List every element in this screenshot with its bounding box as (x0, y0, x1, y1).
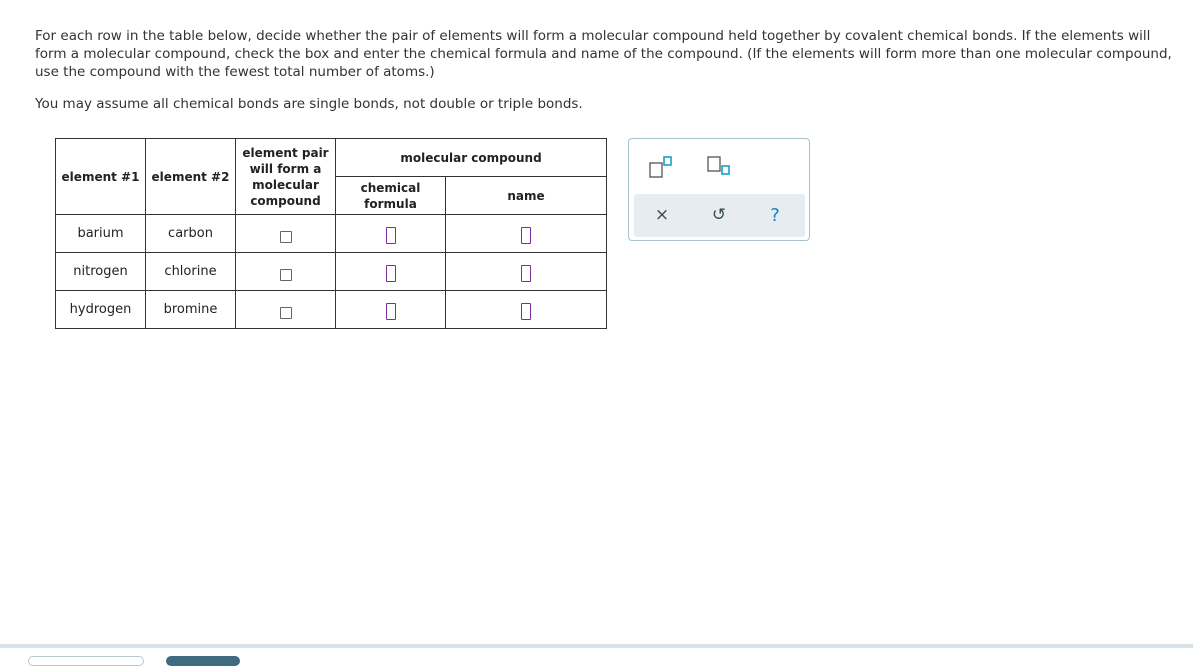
name-input[interactable] (521, 303, 531, 320)
instructions-paragraph-2: You may assume all chemical bonds are single bonds, not double or triple bonds. (35, 96, 583, 112)
element-2-cell: carbon (146, 215, 236, 253)
instructions-paragraph-1: For each row in the table below, decide whether the pair of elements will form a molecular compound held together by covalent chemical bonds. If the elements will form a molecular compound, check the box and enter the chemical formula and name of the compound. (If the elements will form more than one molecular compound, use the compound with the fewest total number of atoms.) (35, 28, 1172, 80)
undo-icon[interactable]: ↺ (711, 205, 727, 225)
form-compound-checkbox[interactable] (280, 269, 292, 281)
element-1-cell: barium (56, 215, 146, 253)
footer-secondary-button[interactable] (28, 656, 144, 666)
name-input[interactable] (521, 265, 531, 282)
element-1-cell: hydrogen (56, 291, 146, 329)
formula-input[interactable] (386, 303, 396, 320)
formula-input[interactable] (386, 227, 396, 244)
header-chemical-formula: chemical formula (336, 177, 446, 215)
header-name: name (446, 177, 607, 215)
clear-icon[interactable]: × (654, 205, 670, 225)
footer-primary-button[interactable] (166, 656, 240, 666)
element-2-cell: bromine (146, 291, 236, 329)
header-element-2: element #2 (146, 139, 236, 215)
form-compound-checkbox[interactable] (280, 231, 292, 243)
toolbox-action-bar (634, 194, 805, 237)
table-row (56, 291, 607, 329)
header-element-1: element #1 (56, 139, 146, 215)
header-molecular-compound: molecular compound (336, 139, 607, 177)
footer-divider (0, 644, 1193, 648)
answer-toolbox (628, 138, 810, 241)
table-row (56, 253, 607, 291)
element-2-cell: chlorine (146, 253, 236, 291)
formula-input[interactable] (386, 265, 396, 282)
subscript-box-icon[interactable] (706, 155, 730, 179)
superscript-box-icon[interactable] (649, 155, 673, 179)
name-input[interactable] (521, 227, 531, 244)
compound-table (55, 138, 607, 329)
help-icon[interactable]: ? (770, 204, 780, 226)
header-will-form: element pair will form a molecular compound (236, 139, 336, 215)
instructions (35, 27, 1175, 113)
element-1-cell: nitrogen (56, 253, 146, 291)
table-row (56, 215, 607, 253)
form-compound-checkbox[interactable] (280, 307, 292, 319)
